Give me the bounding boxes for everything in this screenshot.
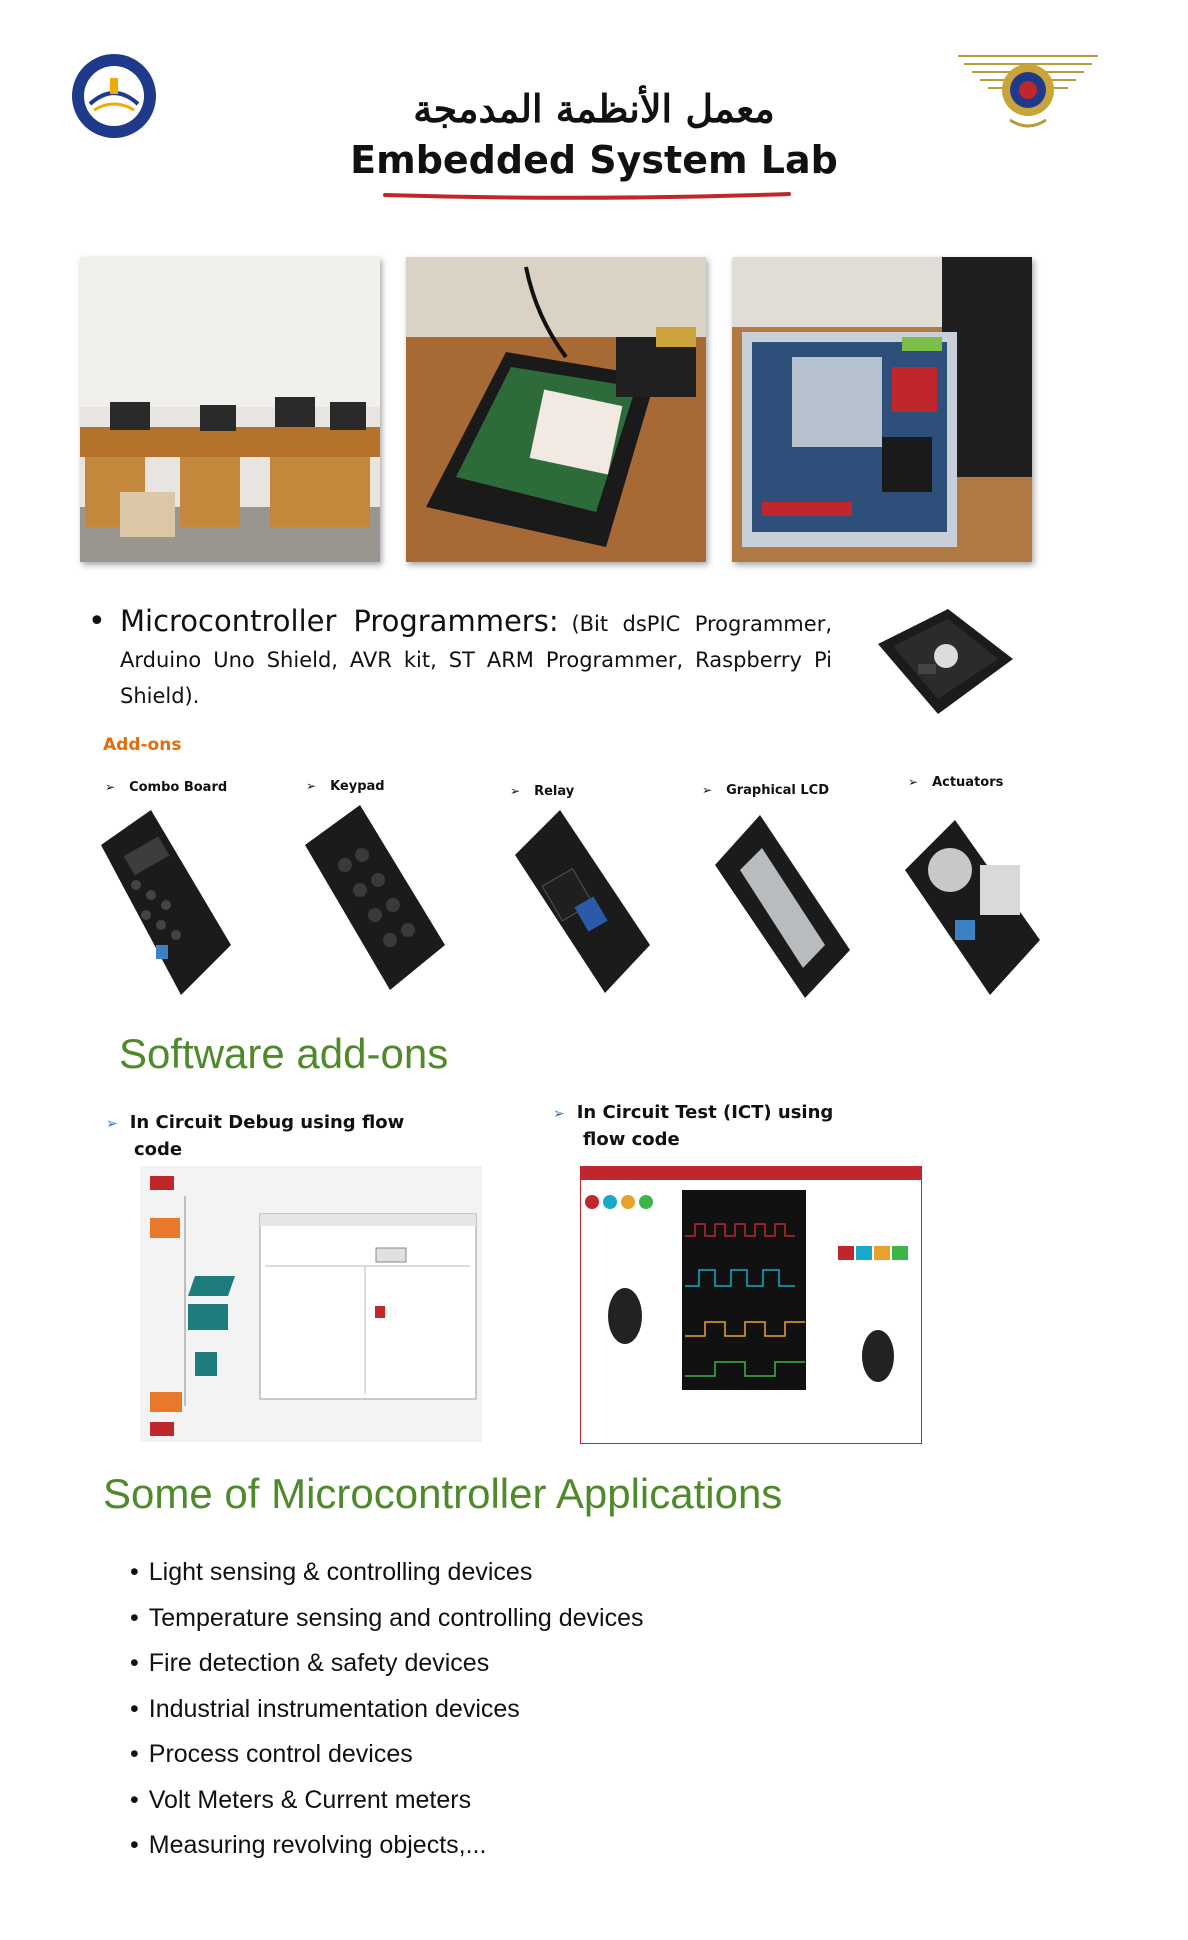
applications-list [130, 1550, 644, 1869]
list-item: • Fire detection & safety devices [130, 1649, 490, 1677]
training-board-photo [406, 257, 706, 562]
arrow-icon: ➢ [553, 1106, 565, 1122]
arrow-icon: ➢ [702, 783, 713, 797]
programmers-bullet: • [88, 604, 106, 639]
applications-title: Some of Microcontroller Applications [103, 1470, 783, 1517]
arrow-icon: ➢ [510, 784, 521, 798]
relay-image [510, 805, 655, 999]
programmers-title: Microcontroller Programmers: [120, 604, 559, 638]
page-title-arabic: معمل الأنظمة المدمجة [413, 86, 775, 131]
keypad-image [300, 800, 450, 999]
list-item: • Process control devices [130, 1740, 413, 1768]
programmer-board-image [868, 604, 1020, 718]
trainer-kit-photo [732, 257, 1032, 562]
sw-item-debug: ➢ In Circuit Debug using flow code [106, 1112, 405, 1160]
page-title-english: Embedded System Lab [350, 138, 838, 182]
list-item: • Measuring revolving objects,... [130, 1831, 487, 1859]
arrow-icon: ➢ [106, 1116, 118, 1132]
title-underline [383, 186, 791, 198]
list-item: • Temperature sensing and controlling devices [130, 1603, 644, 1632]
hardware-addons-label: Add-ons [103, 735, 182, 755]
actuators-image [895, 810, 1045, 1004]
arrow-icon: ➢ [105, 780, 116, 794]
addon-label-graphical-lcd: ➢ Graphical LCD [702, 783, 830, 798]
combo-board-image [96, 805, 236, 1004]
graphical-lcd-image [710, 810, 855, 1004]
programmers-details: (Bit dsPIC Programmer, Arduino Uno Shield, AVR kit, ST ARM Programmer, Raspberry Pi Shield). [120, 612, 832, 708]
list-item: • Volt Meters & Current meters [130, 1785, 472, 1814]
programmers-text [120, 604, 832, 715]
software-addons-title: Software add-ons [119, 1030, 449, 1077]
sw-item-ict: ➢ In Circuit Test (ICT) using flow code [553, 1102, 834, 1150]
addon-label-combo-board: ➢ Combo Board [105, 780, 228, 795]
list-item: • Industrial instrumentation devices [130, 1694, 520, 1723]
arrow-icon: ➢ [908, 775, 919, 789]
addon-label-relay: ➢ Relay [510, 784, 575, 799]
ict-oscilloscope-screenshot [580, 1166, 922, 1444]
lab-room-photo [80, 257, 380, 562]
flowcode-debugger-screenshot [140, 1166, 482, 1442]
arrow-icon: ➢ [306, 779, 317, 793]
list-item: • Light sensing & controlling devices [130, 1558, 533, 1586]
addon-label-actuators: ➢ Actuators [908, 775, 1004, 790]
addon-label-keypad: ➢ Keypad [306, 779, 385, 794]
